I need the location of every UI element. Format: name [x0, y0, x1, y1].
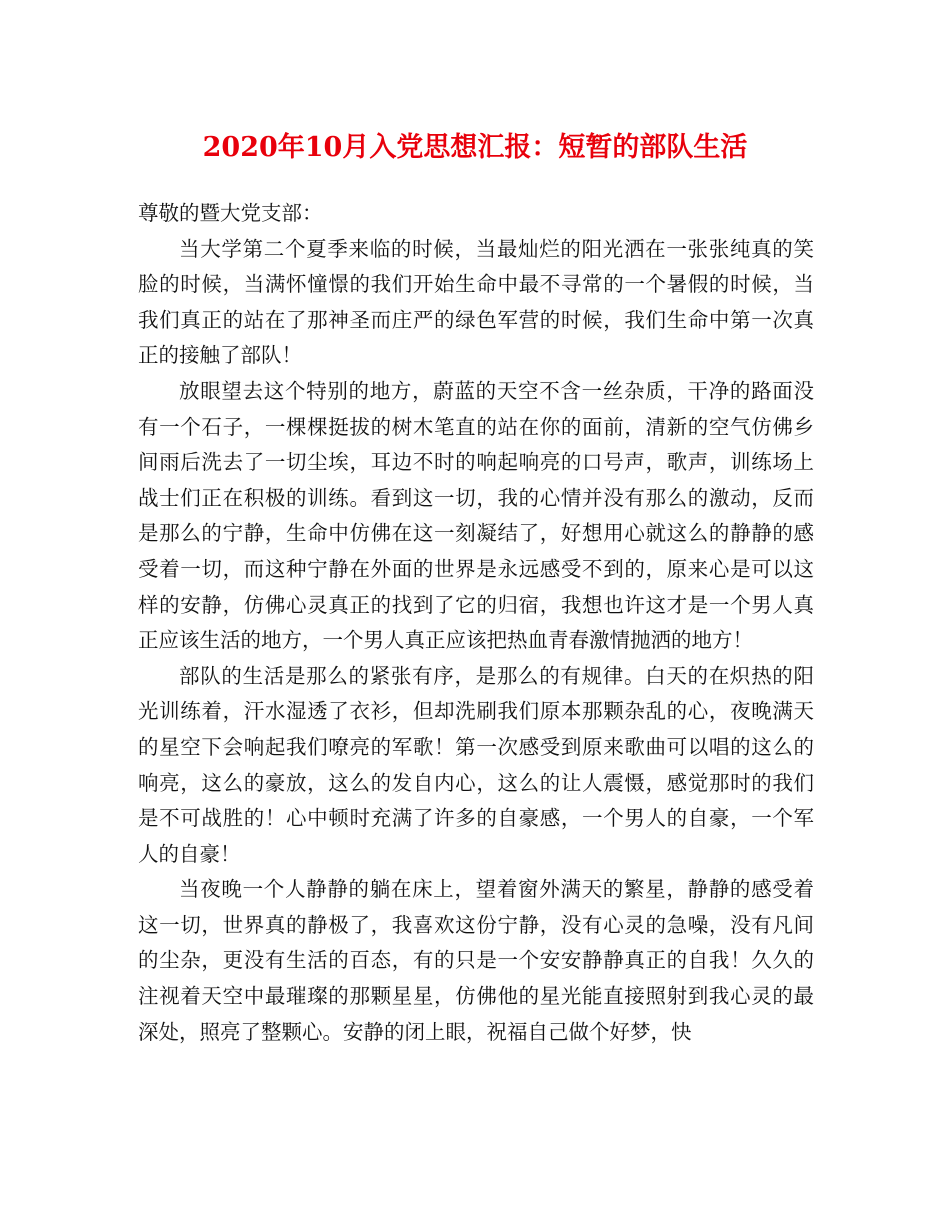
paragraph-1: 当大学第二个夏季来临的时候，当最灿烂的阳光洒在一张张纯真的笑脸的时候，当满怀憧憬的我们开始生命中最不寻常的一个暑假的时候，当我们真正的站在了那神圣而庄严的绿色军营的时候，我们生命中第一次真正的接触了部队！ [138, 236, 814, 368]
paragraph-2: 放眼望去这个特别的地方，蔚蓝的天空不含一丝杂质，干净的路面没有一个石子，一棵棵挺拔的树木笔直的站在你的面前，清新的空气仿佛乡间雨后洗去了一切尘埃，耳边不时的响起响亮的口号声，歌声，训练场上战士们正在积极的训练。看到这一切，我的心情并没有那么的激动，反而是那么的宁静，生命中仿佛在这一刻凝结了，好想用心就这么的静静的感受着一切，而这种宁静在外面的世界是永远感受不到的，原来心是可以这样的安静，仿佛心灵真正的找到了它的归宿，我想也许这才是一个男人真正应该生活的地方，一个男人真正应该把热血青春激情抛洒的地方！ [138, 378, 814, 653]
salutation: 尊敬的暨大党支部： [138, 201, 323, 225]
paragraph-3: 部队的生活是那么的紧张有序，是那么的有规律。白天的在炽热的阳光训练着，汗水湿透了衣衫，但却洗刷我们原本那颗杂乱的心，夜晚满天的星空下会响起我们嘹亮的军歌！第一次感受到原来歌曲可以唱的这么的响亮，这么的豪放，这么的发自内心，这么的让人震慑，感觉那时的我们是不可战胜的！心中顿时充满了许多的自豪感，一个男人的自豪，一个军人的自豪！ [138, 663, 814, 866]
document-title: 2020年10月入党思想汇报：短暂的部队生活 [202, 132, 748, 163]
paragraph-4: 当夜晚一个人静静的躺在床上，望着窗外满天的繁星，静静的感受着这一切，世界真的静极了，我喜欢这份宁静，没有心灵的急噪，没有凡间的尘杂，更没有生活的百态，有的只是一个安安静静真正的自我！久久的注视着天空中最璀璨的那颗星星，仿佛他的星光能直接照射到我心灵的最深处，照亮了整颗心。安静的闭上眼，祝福自己做个好梦，快 [138, 877, 814, 1044]
document-body [138, 196, 814, 1050]
